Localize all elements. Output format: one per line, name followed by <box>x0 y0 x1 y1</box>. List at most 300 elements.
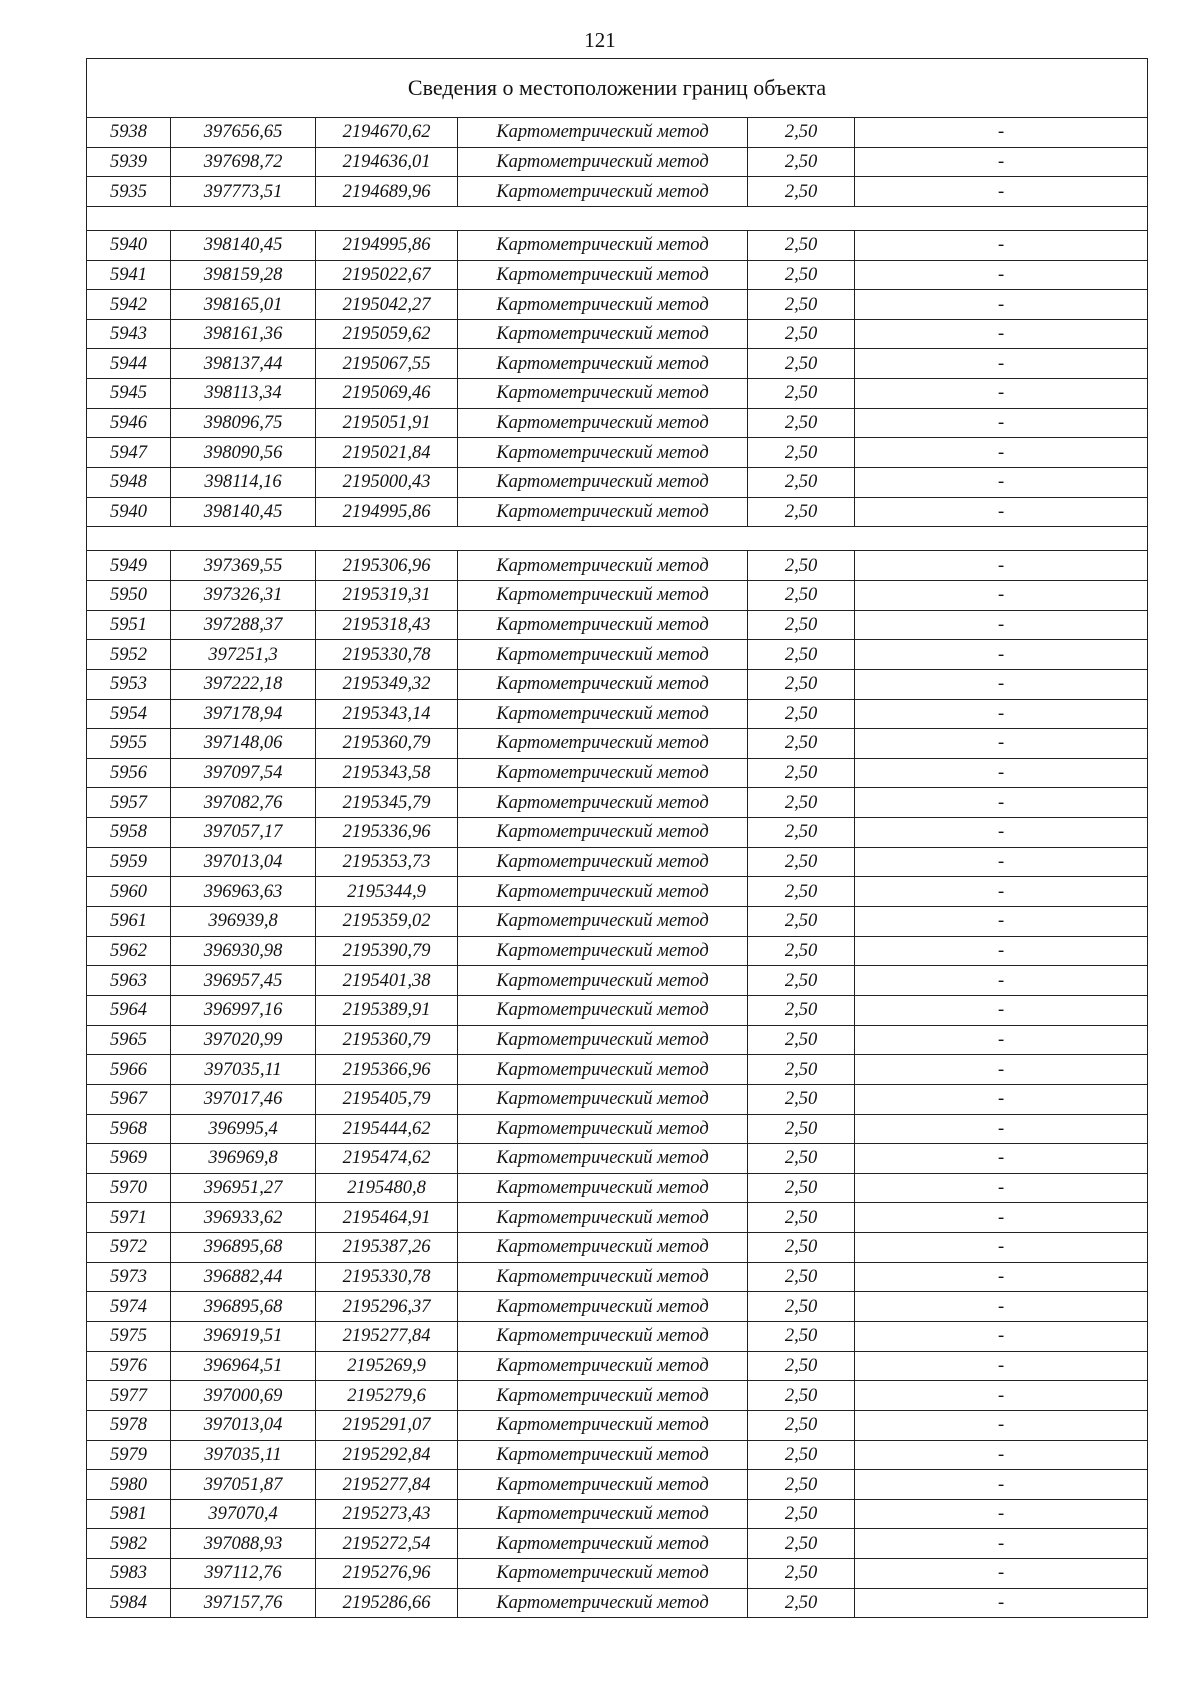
description-cell: - <box>855 1440 1148 1470</box>
accuracy-cell: 2,50 <box>748 1262 855 1292</box>
method-cell: Картометрический метод <box>458 290 748 320</box>
description-cell: - <box>855 438 1148 468</box>
table-row <box>87 907 1148 937</box>
description-cell: - <box>855 1144 1148 1174</box>
y-coordinate-cell: 2194670,62 <box>316 118 458 148</box>
point-number-cell: 5935 <box>87 177 171 207</box>
point-number-cell: 5947 <box>87 438 171 468</box>
method-cell: Картометрический метод <box>458 230 748 260</box>
method-cell: Картометрический метод <box>458 1499 748 1529</box>
description-cell: - <box>855 1559 1148 1589</box>
description-cell: - <box>855 1055 1148 1085</box>
method-cell: Картометрический метод <box>458 729 748 759</box>
description-cell: - <box>855 1025 1148 1055</box>
point-number-cell: 5977 <box>87 1381 171 1411</box>
method-cell: Картометрический метод <box>458 147 748 177</box>
table-row <box>87 610 1148 640</box>
point-number-cell: 5944 <box>87 349 171 379</box>
x-coordinate-cell: 398096,75 <box>171 408 316 438</box>
x-coordinate-cell: 396933,62 <box>171 1203 316 1233</box>
description-cell: - <box>855 1203 1148 1233</box>
method-cell: Картометрический метод <box>458 468 748 498</box>
point-number-cell: 5940 <box>87 497 171 527</box>
x-coordinate-cell: 397112,76 <box>171 1559 316 1589</box>
table-row <box>87 699 1148 729</box>
x-coordinate-cell: 397251,3 <box>171 640 316 670</box>
description-cell: - <box>855 1381 1148 1411</box>
table-row <box>87 966 1148 996</box>
y-coordinate-cell: 2195021,84 <box>316 438 458 468</box>
table-row <box>87 1559 1148 1589</box>
point-number-cell: 5962 <box>87 936 171 966</box>
y-coordinate-cell: 2195276,96 <box>316 1559 458 1589</box>
table-row <box>87 147 1148 177</box>
accuracy-cell: 2,50 <box>748 1233 855 1263</box>
point-number-cell: 5972 <box>87 1233 171 1263</box>
description-cell: - <box>855 1084 1148 1114</box>
method-cell: Картометрический метод <box>458 907 748 937</box>
y-coordinate-cell: 2195343,58 <box>316 758 458 788</box>
x-coordinate-cell: 398137,44 <box>171 349 316 379</box>
y-coordinate-cell: 2195292,84 <box>316 1440 458 1470</box>
y-coordinate-cell: 2195069,46 <box>316 379 458 409</box>
point-number-cell: 5939 <box>87 147 171 177</box>
x-coordinate-cell: 397326,31 <box>171 580 316 610</box>
table-row <box>87 995 1148 1025</box>
description-cell: - <box>855 729 1148 759</box>
table-row <box>87 1233 1148 1263</box>
x-coordinate-cell: 397000,69 <box>171 1381 316 1411</box>
y-coordinate-cell: 2195318,43 <box>316 610 458 640</box>
x-coordinate-cell: 397017,46 <box>171 1084 316 1114</box>
y-coordinate-cell: 2195059,62 <box>316 319 458 349</box>
method-cell: Картометрический метод <box>458 497 748 527</box>
description-cell: - <box>855 818 1148 848</box>
boundary-coordinates-table <box>86 58 1148 1618</box>
accuracy-cell: 2,50 <box>748 468 855 498</box>
accuracy-cell: 2,50 <box>748 349 855 379</box>
table-row <box>87 551 1148 581</box>
y-coordinate-cell: 2195401,38 <box>316 966 458 996</box>
y-coordinate-cell: 2195464,91 <box>316 1203 458 1233</box>
method-cell: Картометрический метод <box>458 379 748 409</box>
x-coordinate-cell: 397157,76 <box>171 1588 316 1618</box>
point-number-cell: 5960 <box>87 877 171 907</box>
method-cell: Картометрический метод <box>458 1084 748 1114</box>
group-separator-cell <box>87 206 1148 230</box>
description-cell: - <box>855 1410 1148 1440</box>
accuracy-cell: 2,50 <box>748 995 855 1025</box>
table-row <box>87 1173 1148 1203</box>
table-row <box>87 1440 1148 1470</box>
point-number-cell: 5971 <box>87 1203 171 1233</box>
method-cell: Картометрический метод <box>458 1410 748 1440</box>
x-coordinate-cell: 398161,36 <box>171 319 316 349</box>
y-coordinate-cell: 2195336,96 <box>316 818 458 848</box>
description-cell: - <box>855 610 1148 640</box>
accuracy-cell: 2,50 <box>748 1321 855 1351</box>
table-row <box>87 1588 1148 1618</box>
y-coordinate-cell: 2195306,96 <box>316 551 458 581</box>
accuracy-cell: 2,50 <box>748 966 855 996</box>
table-row <box>87 1470 1148 1500</box>
point-number-cell: 5942 <box>87 290 171 320</box>
point-number-cell: 5965 <box>87 1025 171 1055</box>
accuracy-cell: 2,50 <box>748 1588 855 1618</box>
table-row <box>87 1203 1148 1233</box>
table-body <box>87 59 1148 1618</box>
point-number-cell: 5970 <box>87 1173 171 1203</box>
table-row <box>87 118 1148 148</box>
method-cell: Картометрический метод <box>458 1233 748 1263</box>
accuracy-cell: 2,50 <box>748 1055 855 1085</box>
method-cell: Картометрический метод <box>458 177 748 207</box>
table-row <box>87 1381 1148 1411</box>
point-number-cell: 5973 <box>87 1262 171 1292</box>
x-coordinate-cell: 397369,55 <box>171 551 316 581</box>
table-row <box>87 1114 1148 1144</box>
accuracy-cell: 2,50 <box>748 230 855 260</box>
y-coordinate-cell: 2195277,84 <box>316 1321 458 1351</box>
point-number-cell: 5953 <box>87 669 171 699</box>
method-cell: Картометрический метод <box>458 349 748 379</box>
table-row <box>87 1499 1148 1529</box>
table-row <box>87 349 1148 379</box>
y-coordinate-cell: 2195067,55 <box>316 349 458 379</box>
accuracy-cell: 2,50 <box>748 907 855 937</box>
table-row <box>87 290 1148 320</box>
accuracy-cell: 2,50 <box>748 1084 855 1114</box>
y-coordinate-cell: 2195349,32 <box>316 669 458 699</box>
table-row <box>87 640 1148 670</box>
point-number-cell: 5976 <box>87 1351 171 1381</box>
table-row <box>87 1084 1148 1114</box>
x-coordinate-cell: 397656,65 <box>171 118 316 148</box>
table-row <box>87 230 1148 260</box>
table-row <box>87 260 1148 290</box>
point-number-cell: 5961 <box>87 907 171 937</box>
table-row <box>87 177 1148 207</box>
accuracy-cell: 2,50 <box>748 319 855 349</box>
accuracy-cell: 2,50 <box>748 1203 855 1233</box>
y-coordinate-cell: 2195474,62 <box>316 1144 458 1174</box>
table-row <box>87 1292 1148 1322</box>
point-number-cell: 5940 <box>87 230 171 260</box>
accuracy-cell: 2,50 <box>748 1173 855 1203</box>
table-row <box>87 847 1148 877</box>
x-coordinate-cell: 397035,11 <box>171 1055 316 1085</box>
point-number-cell: 5946 <box>87 408 171 438</box>
description-cell: - <box>855 177 1148 207</box>
method-cell: Картометрический метод <box>458 966 748 996</box>
method-cell: Картометрический метод <box>458 995 748 1025</box>
point-number-cell: 5956 <box>87 758 171 788</box>
y-coordinate-cell: 2194689,96 <box>316 177 458 207</box>
description-cell: - <box>855 966 1148 996</box>
method-cell: Картометрический метод <box>458 1203 748 1233</box>
point-number-cell: 5975 <box>87 1321 171 1351</box>
y-coordinate-cell: 2195480,8 <box>316 1173 458 1203</box>
table-row <box>87 1321 1148 1351</box>
method-cell: Картометрический метод <box>458 118 748 148</box>
y-coordinate-cell: 2195286,66 <box>316 1588 458 1618</box>
x-coordinate-cell: 396882,44 <box>171 1262 316 1292</box>
point-number-cell: 5957 <box>87 788 171 818</box>
x-coordinate-cell: 397698,72 <box>171 147 316 177</box>
method-cell: Картометрический метод <box>458 1025 748 1055</box>
x-coordinate-cell: 397020,99 <box>171 1025 316 1055</box>
x-coordinate-cell: 396919,51 <box>171 1321 316 1351</box>
accuracy-cell: 2,50 <box>748 580 855 610</box>
description-cell: - <box>855 1529 1148 1559</box>
point-number-cell: 5983 <box>87 1559 171 1589</box>
x-coordinate-cell: 398114,16 <box>171 468 316 498</box>
table-row <box>87 497 1148 527</box>
x-coordinate-cell: 397222,18 <box>171 669 316 699</box>
y-coordinate-cell: 2195000,43 <box>316 468 458 498</box>
method-cell: Картометрический метод <box>458 408 748 438</box>
y-coordinate-cell: 2195269,9 <box>316 1351 458 1381</box>
point-number-cell: 5954 <box>87 699 171 729</box>
point-number-cell: 5951 <box>87 610 171 640</box>
description-cell: - <box>855 1470 1148 1500</box>
point-number-cell: 5955 <box>87 729 171 759</box>
method-cell: Картометрический метод <box>458 1055 748 1085</box>
x-coordinate-cell: 397051,87 <box>171 1470 316 1500</box>
y-coordinate-cell: 2195051,91 <box>316 408 458 438</box>
method-cell: Картометрический метод <box>458 610 748 640</box>
method-cell: Картометрический метод <box>458 260 748 290</box>
table-row <box>87 438 1148 468</box>
description-cell: - <box>855 379 1148 409</box>
method-cell: Картометрический метод <box>458 788 748 818</box>
group-separator-cell <box>87 527 1148 551</box>
point-number-cell: 5943 <box>87 319 171 349</box>
point-number-cell: 5982 <box>87 1529 171 1559</box>
y-coordinate-cell: 2195279,6 <box>316 1381 458 1411</box>
accuracy-cell: 2,50 <box>748 1381 855 1411</box>
accuracy-cell: 2,50 <box>748 438 855 468</box>
table-row <box>87 1351 1148 1381</box>
x-coordinate-cell: 397773,51 <box>171 177 316 207</box>
y-coordinate-cell: 2195273,43 <box>316 1499 458 1529</box>
accuracy-cell: 2,50 <box>748 1144 855 1174</box>
y-coordinate-cell: 2195344,9 <box>316 877 458 907</box>
x-coordinate-cell: 397178,94 <box>171 699 316 729</box>
point-number-cell: 5945 <box>87 379 171 409</box>
method-cell: Картометрический метод <box>458 1351 748 1381</box>
x-coordinate-cell: 397013,04 <box>171 847 316 877</box>
point-number-cell: 5969 <box>87 1144 171 1174</box>
accuracy-cell: 2,50 <box>748 1559 855 1589</box>
description-cell: - <box>855 147 1148 177</box>
table-row <box>87 729 1148 759</box>
accuracy-cell: 2,50 <box>748 118 855 148</box>
description-cell: - <box>855 230 1148 260</box>
x-coordinate-cell: 397082,76 <box>171 788 316 818</box>
accuracy-cell: 2,50 <box>748 260 855 290</box>
x-coordinate-cell: 397035,11 <box>171 1440 316 1470</box>
description-cell: - <box>855 669 1148 699</box>
y-coordinate-cell: 2195330,78 <box>316 1262 458 1292</box>
description-cell: - <box>855 1114 1148 1144</box>
x-coordinate-cell: 396957,45 <box>171 966 316 996</box>
point-number-cell: 5967 <box>87 1084 171 1114</box>
y-coordinate-cell: 2195296,37 <box>316 1292 458 1322</box>
description-cell: - <box>855 907 1148 937</box>
description-cell: - <box>855 758 1148 788</box>
x-coordinate-cell: 396939,8 <box>171 907 316 937</box>
table-row <box>87 1055 1148 1085</box>
point-number-cell: 5980 <box>87 1470 171 1500</box>
table-row <box>87 379 1148 409</box>
x-coordinate-cell: 397070,4 <box>171 1499 316 1529</box>
method-cell: Картометрический метод <box>458 699 748 729</box>
group-separator-row <box>87 206 1148 230</box>
accuracy-cell: 2,50 <box>748 729 855 759</box>
accuracy-cell: 2,50 <box>748 1470 855 1500</box>
accuracy-cell: 2,50 <box>748 408 855 438</box>
accuracy-cell: 2,50 <box>748 640 855 670</box>
x-coordinate-cell: 396951,27 <box>171 1173 316 1203</box>
description-cell: - <box>855 877 1148 907</box>
y-coordinate-cell: 2195042,27 <box>316 290 458 320</box>
description-cell: - <box>855 1262 1148 1292</box>
table-row <box>87 788 1148 818</box>
accuracy-cell: 2,50 <box>748 1440 855 1470</box>
description-cell: - <box>855 260 1148 290</box>
point-number-cell: 5978 <box>87 1410 171 1440</box>
x-coordinate-cell: 396963,63 <box>171 877 316 907</box>
accuracy-cell: 2,50 <box>748 379 855 409</box>
table-row <box>87 877 1148 907</box>
y-coordinate-cell: 2195022,67 <box>316 260 458 290</box>
page-number: 121 <box>584 28 616 52</box>
point-number-cell: 5941 <box>87 260 171 290</box>
accuracy-cell: 2,50 <box>748 177 855 207</box>
method-cell: Картометрический метод <box>458 1588 748 1618</box>
method-cell: Картометрический метод <box>458 877 748 907</box>
x-coordinate-cell: 398140,45 <box>171 230 316 260</box>
method-cell: Картометрический метод <box>458 1529 748 1559</box>
description-cell: - <box>855 290 1148 320</box>
table-title: Сведения о местоположении границ объекта <box>87 59 1148 118</box>
point-number-cell: 5952 <box>87 640 171 670</box>
method-cell: Картометрический метод <box>458 758 748 788</box>
x-coordinate-cell: 396997,16 <box>171 995 316 1025</box>
point-number-cell: 5966 <box>87 1055 171 1085</box>
table-row <box>87 319 1148 349</box>
method-cell: Картометрический метод <box>458 1114 748 1144</box>
method-cell: Картометрический метод <box>458 1321 748 1351</box>
point-number-cell: 5979 <box>87 1440 171 1470</box>
point-number-cell: 5948 <box>87 468 171 498</box>
point-number-cell: 5950 <box>87 580 171 610</box>
y-coordinate-cell: 2194636,01 <box>316 147 458 177</box>
y-coordinate-cell: 2195390,79 <box>316 936 458 966</box>
point-number-cell: 5964 <box>87 995 171 1025</box>
accuracy-cell: 2,50 <box>748 1292 855 1322</box>
description-cell: - <box>855 1499 1148 1529</box>
y-coordinate-cell: 2195387,26 <box>316 1233 458 1263</box>
point-number-cell: 5963 <box>87 966 171 996</box>
method-cell: Картометрический метод <box>458 580 748 610</box>
y-coordinate-cell: 2195366,96 <box>316 1055 458 1085</box>
x-coordinate-cell: 397288,37 <box>171 610 316 640</box>
table-row <box>87 1025 1148 1055</box>
table-row <box>87 818 1148 848</box>
table-row <box>87 580 1148 610</box>
accuracy-cell: 2,50 <box>748 610 855 640</box>
x-coordinate-cell: 396895,68 <box>171 1233 316 1263</box>
method-cell: Картометрический метод <box>458 319 748 349</box>
method-cell: Картометрический метод <box>458 438 748 468</box>
x-coordinate-cell: 396964,51 <box>171 1351 316 1381</box>
table-row <box>87 669 1148 699</box>
accuracy-cell: 2,50 <box>748 669 855 699</box>
table-row <box>87 1529 1148 1559</box>
x-coordinate-cell: 397148,06 <box>171 729 316 759</box>
point-number-cell: 5959 <box>87 847 171 877</box>
y-coordinate-cell: 2195360,79 <box>316 729 458 759</box>
accuracy-cell: 2,50 <box>748 497 855 527</box>
description-cell: - <box>855 1173 1148 1203</box>
method-cell: Картометрический метод <box>458 936 748 966</box>
point-number-cell: 5949 <box>87 551 171 581</box>
y-coordinate-cell: 2195444,62 <box>316 1114 458 1144</box>
accuracy-cell: 2,50 <box>748 1529 855 1559</box>
accuracy-cell: 2,50 <box>748 847 855 877</box>
method-cell: Картометрический метод <box>458 640 748 670</box>
point-number-cell: 5981 <box>87 1499 171 1529</box>
y-coordinate-cell: 2195389,91 <box>316 995 458 1025</box>
accuracy-cell: 2,50 <box>748 818 855 848</box>
accuracy-cell: 2,50 <box>748 936 855 966</box>
method-cell: Картометрический метод <box>458 1559 748 1589</box>
x-coordinate-cell: 398159,28 <box>171 260 316 290</box>
point-number-cell: 5938 <box>87 118 171 148</box>
accuracy-cell: 2,50 <box>748 1025 855 1055</box>
x-coordinate-cell: 397057,17 <box>171 818 316 848</box>
method-cell: Картометрический метод <box>458 1381 748 1411</box>
accuracy-cell: 2,50 <box>748 147 855 177</box>
method-cell: Картометрический метод <box>458 551 748 581</box>
description-cell: - <box>855 118 1148 148</box>
y-coordinate-cell: 2194995,86 <box>316 497 458 527</box>
table-row <box>87 1144 1148 1174</box>
y-coordinate-cell: 2195272,54 <box>316 1529 458 1559</box>
x-coordinate-cell: 398140,45 <box>171 497 316 527</box>
description-cell: - <box>855 468 1148 498</box>
y-coordinate-cell: 2194995,86 <box>316 230 458 260</box>
method-cell: Картометрический метод <box>458 1144 748 1174</box>
table-row <box>87 1410 1148 1440</box>
description-cell: - <box>855 640 1148 670</box>
method-cell: Картометрический метод <box>458 1262 748 1292</box>
accuracy-cell: 2,50 <box>748 758 855 788</box>
description-cell: - <box>855 995 1148 1025</box>
accuracy-cell: 2,50 <box>748 1410 855 1440</box>
description-cell: - <box>855 699 1148 729</box>
accuracy-cell: 2,50 <box>748 1114 855 1144</box>
description-cell: - <box>855 319 1148 349</box>
x-coordinate-cell: 396895,68 <box>171 1292 316 1322</box>
point-number-cell: 5968 <box>87 1114 171 1144</box>
description-cell: - <box>855 1233 1148 1263</box>
table-row <box>87 758 1148 788</box>
table-row <box>87 1262 1148 1292</box>
table-row <box>87 936 1148 966</box>
